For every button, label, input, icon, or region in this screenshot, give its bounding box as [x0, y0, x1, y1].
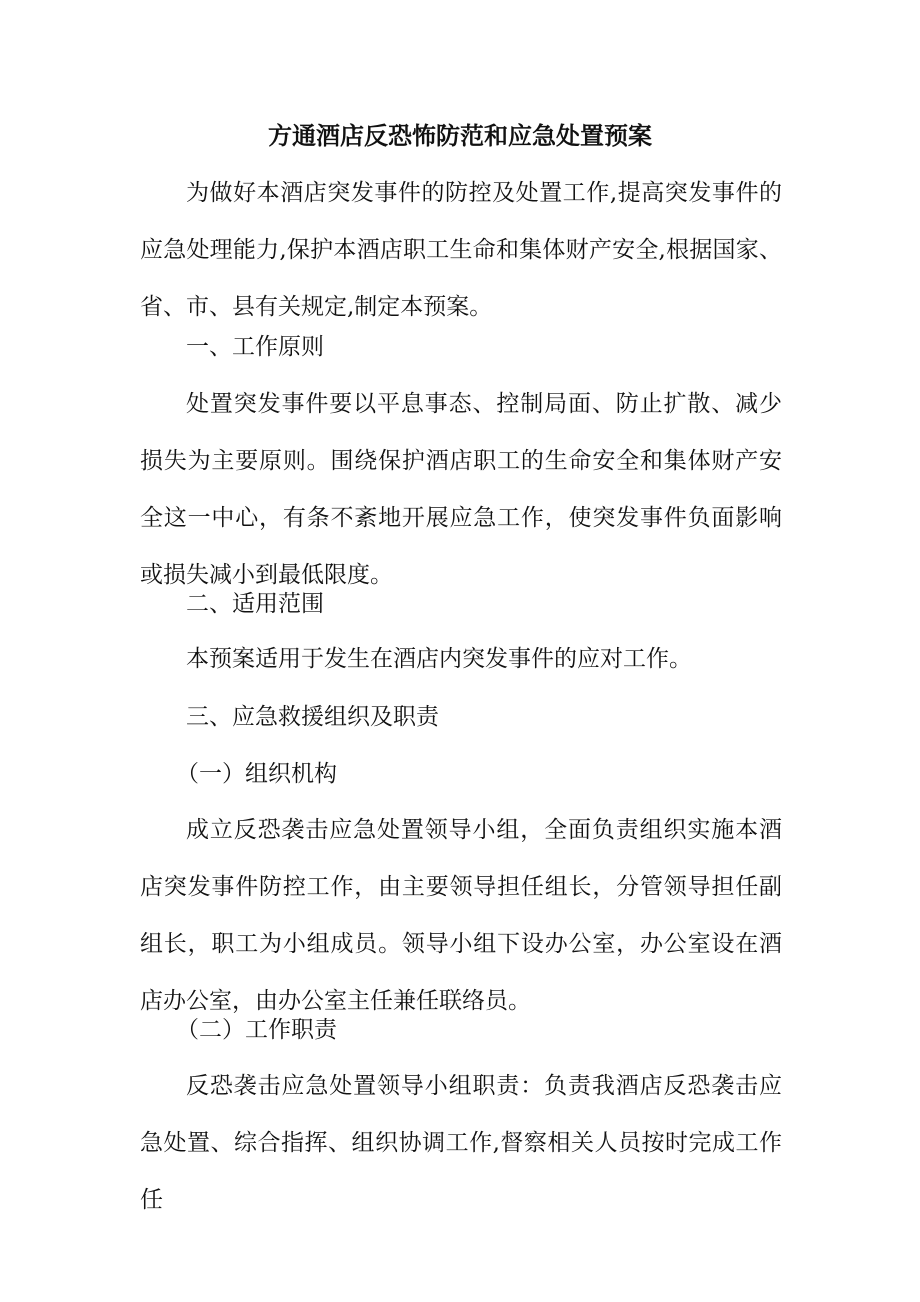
organization-paragraph: 成立反恐袭击应急处置领导小组，全面负责组织实施本酒店突发事件防控工作，由主要领导担任组长，分管领导担任副组长，职工为小组成员。领导小组下设办公室，办公室设在酒店办公室，由办公室主任兼任联络员。	[140, 817, 782, 1014]
work-principles-paragraph: 处置突发事件要以平息事态、控制局面、防止扩散、减少损失为主要原则。围绕保护酒店职工的生命安全和集体财产安全这一中心，有条不紊地开展应急工作，使突发事件负面影响或损失减小到最低限度。	[140, 391, 782, 588]
document-title: 方通酒店反恐怖防范和应急处置预案	[268, 121, 652, 150]
section-heading-work-principles: 一、工作原则	[186, 334, 324, 360]
duties-paragraph: 反恐袭击应急处置领导小组职责：负责我酒店反恐袭击应急处置、综合指挥、组织协调工作,督察相关人员按时完成工作任	[140, 1073, 782, 1213]
subsection-heading-organization: （一）组织机构	[176, 761, 337, 787]
subsection-heading-duties: （二）工作职责	[176, 1017, 337, 1043]
section-heading-emergency-organization: 三、应急救援组织及职责	[186, 704, 439, 730]
section-heading-scope: 二、适用范围	[186, 591, 324, 617]
intro-paragraph: 为做好本酒店突发事件的防控及处置工作,提高突发事件的应急处理能力,保护本酒店职工生命和集体财产安全,根据国家、省、市、县有关规定,制定本预案。	[140, 180, 782, 320]
scope-paragraph: 本预案适用于发生在酒店内突发事件的应对工作。	[186, 646, 692, 672]
